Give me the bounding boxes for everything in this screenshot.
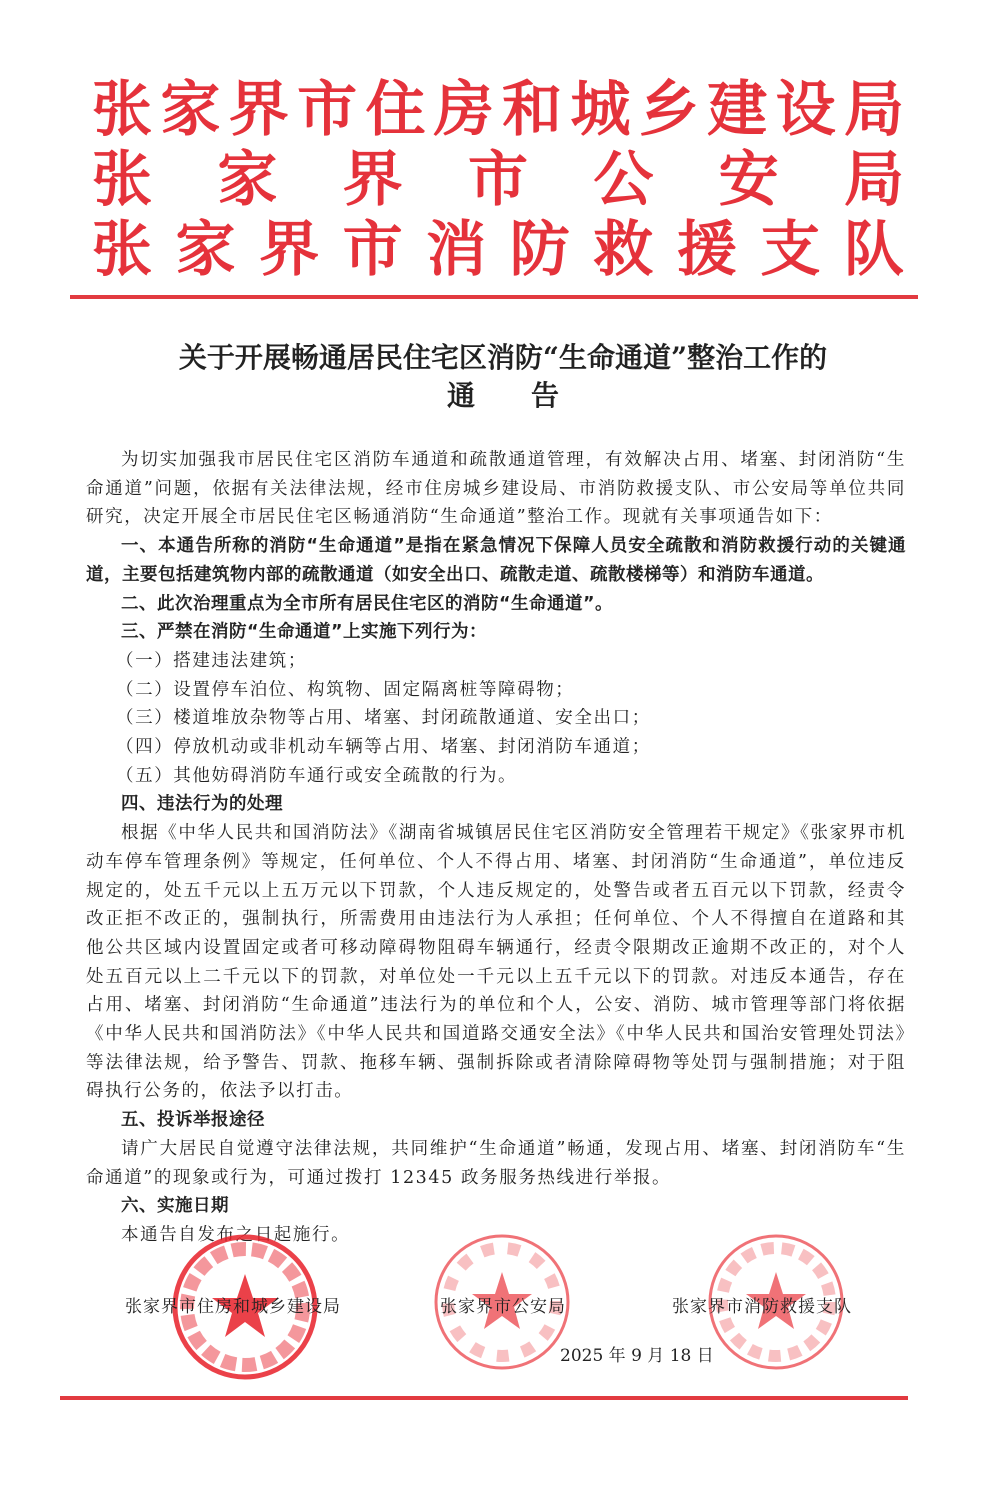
list-item: （三）楼道堆放杂物等占用、堵塞、封闭疏散通道、安全出口； xyxy=(116,708,651,729)
letterhead-char: 界 xyxy=(259,215,320,285)
letterhead-char: 家 xyxy=(217,145,278,215)
letterhead-char: 张 xyxy=(92,215,152,285)
letterhead-char: 市 xyxy=(467,145,528,215)
list-item: （一）搭建违法建筑； xyxy=(116,650,307,671)
section-4-heading: 四、违法行为的处理 xyxy=(121,794,283,815)
letterhead-line-public-security xyxy=(92,145,904,215)
intro-paragraph: 为切实加强我市居民住宅区消防车通道和疏散通道管理，有效解决占用、堵塞、封闭消防“生命通道”问题，依据有关法律法规，经市住房城乡建设局、市消防救援支队、市公安局等单位共同研究，决定开展全市居民住宅区畅通消防“生命通道”整治工作。现就有关事项通告如下： xyxy=(86,450,906,528)
letterhead-char: 支 xyxy=(760,215,821,285)
letterhead-char: 张 xyxy=(92,145,152,215)
signature-fire-rescue: 张家界市消防救援支队 xyxy=(672,1297,852,1317)
letterhead-char: 和 xyxy=(502,75,563,145)
section-4-paragraph: 根据《中华人民共和国消防法》《湖南省城镇居民住宅区消防安全管理若干规定》《张家界市机动车停车管理条例》等规定，任何单位、个人不得占用、堵塞、封闭消防“生命通道”，单位违反规定的，处五千元以上五万元以下罚款，个人违反规定的，处警告或者五百元以下罚款，经责令改正拒不改正的，强制执行，所需费用由违法行为人承担；任何单位、个人不得擅自在道路和其他公共区域内设置固定或者可移动障碍物阻碍车辆通行，经责令限期改正逾期不改正的，对个人处五百元以上二千元以下的罚款，对单位处一千元以上五千元以下的罚款。对违反本通告，存在占用、堵塞、封闭消防“生命通道”违法行为的单位和个人，公安、消防、城市管理等部门将依据《中华人民共和国消防法》《中华人民共和国道路交通安全法》《中华人民共和国治安管理处罚法》等法律法规，给予警告、罚款、拖移车辆、强制拆除或者清除障碍物等处罚与强制措施；对于阻碍执行公务的，依法予以打击。 xyxy=(86,823,906,1102)
section-5-paragraph: 请广大居民自觉遵守法律法规，共同维护“生命通道”畅通，发现占用、堵塞、封闭消防车“生命通道”的现象或行为，可通过拨打 12345 政务服务热线进行举报。 xyxy=(86,1138,906,1188)
letterhead-char: 城 xyxy=(570,75,631,145)
letterhead-char: 公 xyxy=(593,145,654,215)
section-2: 二、此次治理重点为全市所有居民住宅区的消防“生命通道”。 xyxy=(121,593,614,614)
section-3: 三、严禁在消防“生命通道”上实施下列行为： xyxy=(121,622,488,643)
signature-public-security: 张家界市公安局 xyxy=(440,1297,566,1317)
letterhead-char: 队 xyxy=(843,215,904,285)
letterhead-char: 安 xyxy=(718,145,779,215)
letterhead-char: 界 xyxy=(228,75,289,145)
bottom-red-rule xyxy=(60,1396,908,1400)
letterhead-char: 房 xyxy=(433,75,494,145)
top-red-rule xyxy=(70,295,918,299)
letterhead-char: 张 xyxy=(92,75,152,145)
letterhead-char: 局 xyxy=(843,75,904,145)
letterhead-char: 乡 xyxy=(638,75,699,145)
letterhead-char: 家 xyxy=(175,215,236,285)
list-item: （五）其他妨碍消防车通行或安全疏散的行为。 xyxy=(116,765,518,786)
notice-title-line2: 通 告 xyxy=(446,379,559,412)
letterhead-char: 市 xyxy=(297,75,358,145)
letterhead-char: 家 xyxy=(160,75,221,145)
notice-title: 关于开展畅通居民住宅区消防“生命通道”整治工作的 xyxy=(178,341,828,374)
section-6-heading: 六、实施日期 xyxy=(121,1196,229,1217)
letterhead-char: 市 xyxy=(342,215,403,285)
letterhead-char: 援 xyxy=(676,215,737,285)
notice-body xyxy=(86,446,906,1250)
letterhead-char: 局 xyxy=(843,145,904,215)
letterhead-char: 住 xyxy=(365,75,426,145)
signature-housing-bureau: 张家界市住房和城乡建设局 xyxy=(125,1297,341,1317)
letterhead-line-housing-bureau xyxy=(92,75,904,145)
letterhead-char: 界 xyxy=(342,145,403,215)
section-5-heading: 五、投诉举报途径 xyxy=(121,1110,265,1131)
letterhead-line-fire-rescue xyxy=(92,215,904,285)
letterhead-char: 救 xyxy=(593,215,654,285)
list-item: （四）停放机动或非机动车辆等占用、堵塞、封闭消防车通道； xyxy=(116,737,651,758)
issue-date: 2025 年 9 月 18 日 xyxy=(560,1346,714,1366)
letterhead-char: 设 xyxy=(775,75,836,145)
letterhead-char: 消 xyxy=(426,215,487,285)
list-item: （二）设置停车泊位、构筑物、固定隔离桩等障碍物； xyxy=(116,679,575,700)
letterhead-char: 防 xyxy=(509,215,570,285)
section-1: 一、本通告所称的消防“生命通道”是指在紧急情况下保障人员安全疏散和消防救援行动的关键通道，主要包括建筑物内部的疏散通道（如安全出口、疏散走道、疏散楼梯等）和消防车通道。 xyxy=(86,536,906,585)
letterhead-char: 建 xyxy=(707,75,768,145)
section-6-paragraph: 本通告自发布之日起施行。 xyxy=(121,1224,351,1245)
